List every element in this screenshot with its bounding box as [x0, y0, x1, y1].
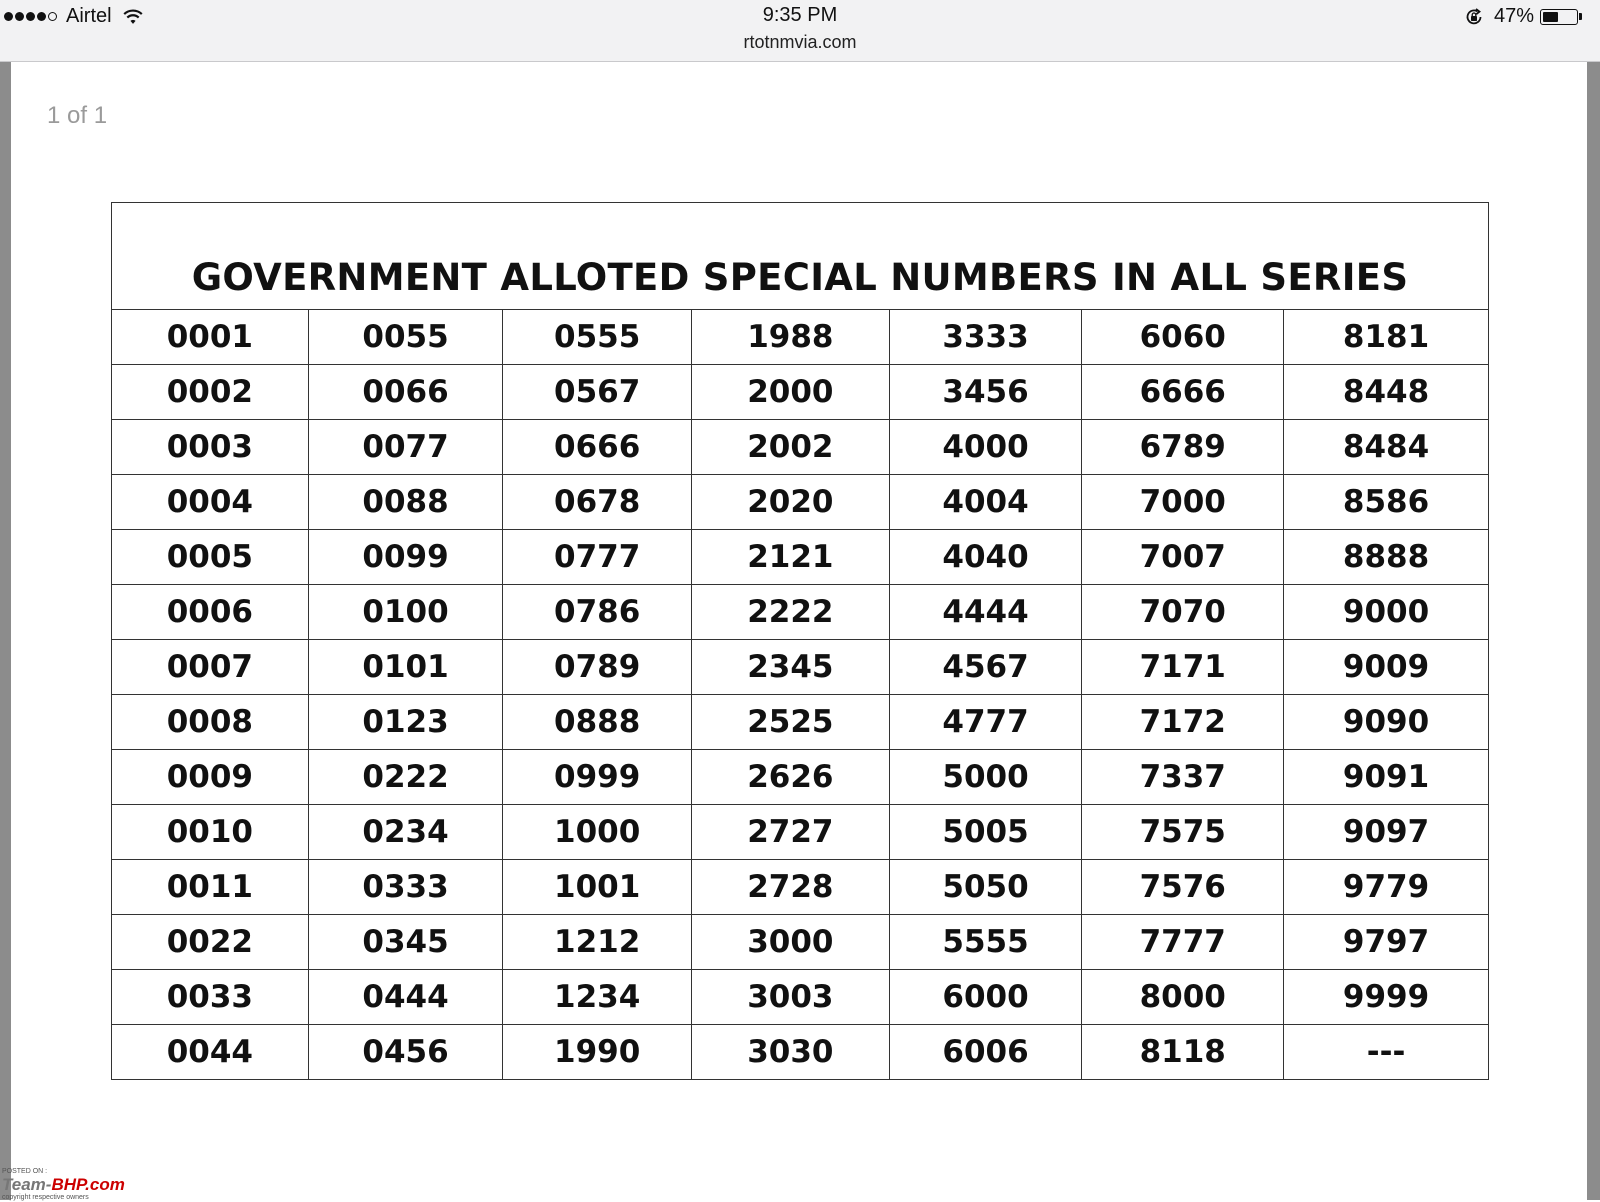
number-cell: 0006: [112, 585, 309, 640]
number-cell: 1988: [691, 310, 889, 365]
table-row: [112, 695, 1489, 750]
number-cell: 4777: [889, 695, 1082, 750]
number-cell: 3333: [889, 310, 1082, 365]
number-cell: 0055: [308, 310, 503, 365]
number-cell: 9779: [1284, 860, 1489, 915]
battery-icon: [1540, 9, 1578, 25]
number-cell: 0888: [503, 695, 692, 750]
number-cell: 0066: [308, 365, 503, 420]
number-cell: 8484: [1284, 420, 1489, 475]
number-cell: 0044: [112, 1025, 309, 1080]
number-cell: 6666: [1082, 365, 1284, 420]
page-url[interactable]: rtotnmvia.com: [743, 32, 857, 52]
table-row: [112, 530, 1489, 585]
table-row: [112, 585, 1489, 640]
number-cell: 2525: [691, 695, 889, 750]
number-cell: 2727: [691, 805, 889, 860]
number-cell: ---: [1284, 1025, 1489, 1080]
number-cell: 2345: [691, 640, 889, 695]
number-cell: 0333: [308, 860, 503, 915]
number-cell: 7576: [1082, 860, 1284, 915]
number-cell: 9091: [1284, 750, 1489, 805]
number-cell: 7000: [1082, 475, 1284, 530]
watermark-team: Team-: [2, 1175, 52, 1194]
number-cell: 0003: [112, 420, 309, 475]
number-cell: 0077: [308, 420, 503, 475]
number-cell: 8118: [1082, 1025, 1284, 1080]
number-cell: 7172: [1082, 695, 1284, 750]
number-cell: 0234: [308, 805, 503, 860]
number-cell: 3000: [691, 915, 889, 970]
rotation-lock-icon: [1464, 7, 1484, 27]
number-cell: 0004: [112, 475, 309, 530]
number-cell: 9797: [1284, 915, 1489, 970]
number-cell: 8586: [1284, 475, 1489, 530]
number-cell: 0123: [308, 695, 503, 750]
watermark-brand: BHP.com: [51, 1175, 125, 1194]
table-row: [112, 640, 1489, 695]
number-cell: 8181: [1284, 310, 1489, 365]
page-indicator: 1 of 1: [47, 102, 108, 129]
number-cell: 5050: [889, 860, 1082, 915]
number-cell: 8888: [1284, 530, 1489, 585]
number-cell: 0777: [503, 530, 692, 585]
table-row: [112, 860, 1489, 915]
number-cell: 3003: [691, 970, 889, 1025]
number-cell: 0099: [308, 530, 503, 585]
watermark-copyright: copyright respective owners: [2, 1194, 89, 1201]
table-row: [112, 475, 1489, 530]
number-cell: 2121: [691, 530, 889, 585]
status-right: [1464, 5, 1582, 28]
number-cell: 0101: [308, 640, 503, 695]
number-cell: 0009: [112, 750, 309, 805]
number-cell: 6006: [889, 1025, 1082, 1080]
number-cell: 9999: [1284, 970, 1489, 1025]
number-cell: 7070: [1082, 585, 1284, 640]
number-cell: 7007: [1082, 530, 1284, 585]
number-cell: 9000: [1284, 585, 1489, 640]
table-row: [112, 1025, 1489, 1080]
number-cell: 1990: [503, 1025, 692, 1080]
number-cell: 3030: [691, 1025, 889, 1080]
carrier-name: Airtel: [66, 5, 112, 27]
number-cell: 3456: [889, 365, 1082, 420]
number-cell: 0100: [308, 585, 503, 640]
number-cell: 4000: [889, 420, 1082, 475]
number-cell: 0666: [503, 420, 692, 475]
number-cell: 2002: [691, 420, 889, 475]
number-cell: 4567: [889, 640, 1082, 695]
number-cell: 0555: [503, 310, 692, 365]
number-cell: 0444: [308, 970, 503, 1025]
number-cell: 0999: [503, 750, 692, 805]
number-cell: 5000: [889, 750, 1082, 805]
special-numbers-table: [111, 202, 1489, 1080]
number-cell: 2728: [691, 860, 889, 915]
number-cell: 6060: [1082, 310, 1284, 365]
number-cell: 7171: [1082, 640, 1284, 695]
number-cell: 1001: [503, 860, 692, 915]
number-cell: 0001: [112, 310, 309, 365]
number-cell: 8448: [1284, 365, 1489, 420]
number-cell: 6000: [889, 970, 1082, 1025]
table-title: GOVERNMENT ALLOTED SPECIAL NUMBERS IN ALL SERIES: [112, 203, 1489, 310]
number-cell: 0002: [112, 365, 309, 420]
number-cell: 4040: [889, 530, 1082, 585]
table-body: [112, 310, 1489, 1080]
number-cell: 7337: [1082, 750, 1284, 805]
number-cell: 0011: [112, 860, 309, 915]
number-cell: 0010: [112, 805, 309, 860]
number-cell: 0222: [308, 750, 503, 805]
watermark-logo: [2, 1176, 152, 1194]
table-row: [112, 365, 1489, 420]
number-cell: 4444: [889, 585, 1082, 640]
table-row: [112, 310, 1489, 365]
battery-tip: [1579, 13, 1582, 20]
number-cell: 0567: [503, 365, 692, 420]
number-cell: 2000: [691, 365, 889, 420]
number-cell: 1234: [503, 970, 692, 1025]
number-cell: 4004: [889, 475, 1082, 530]
number-cell: 0345: [308, 915, 503, 970]
table-row: [112, 750, 1489, 805]
table-row: [112, 805, 1489, 860]
table-row: [112, 420, 1489, 475]
number-cell: 0786: [503, 585, 692, 640]
number-cell: 2222: [691, 585, 889, 640]
number-cell: 0007: [112, 640, 309, 695]
table-row: [112, 915, 1489, 970]
number-cell: 0005: [112, 530, 309, 585]
number-cell: 2626: [691, 750, 889, 805]
status-time: 9:35 PM: [762, 4, 838, 26]
number-cell: 2020: [691, 475, 889, 530]
number-cell: 0456: [308, 1025, 503, 1080]
right-scroll-edge: [1587, 62, 1600, 1200]
number-cell: 8000: [1082, 970, 1284, 1025]
number-cell: 5555: [889, 915, 1082, 970]
number-cell: 0678: [503, 475, 692, 530]
status-bar: [0, 0, 1600, 62]
battery-fill: [1543, 12, 1558, 22]
number-cell: 7575: [1082, 805, 1284, 860]
number-cell: 9009: [1284, 640, 1489, 695]
number-cell: 0088: [308, 475, 503, 530]
watermark-posted-on: POSTED ON :: [2, 1168, 48, 1175]
number-cell: 6789: [1082, 420, 1284, 475]
number-cell: 7777: [1082, 915, 1284, 970]
number-cell: 1000: [503, 805, 692, 860]
number-cell: 0008: [112, 695, 309, 750]
team-bhp-watermark: [2, 1168, 152, 1201]
battery-percentage: 47%: [1493, 5, 1534, 27]
number-cell: 0789: [503, 640, 692, 695]
number-cell: 0033: [112, 970, 309, 1025]
table-row: [112, 970, 1489, 1025]
number-cell: 0022: [112, 915, 309, 970]
number-cell: 9090: [1284, 695, 1489, 750]
number-cell: 5005: [889, 805, 1082, 860]
left-scroll-edge: [0, 62, 11, 1200]
number-cell: 9097: [1284, 805, 1489, 860]
number-cell: 1212: [503, 915, 692, 970]
